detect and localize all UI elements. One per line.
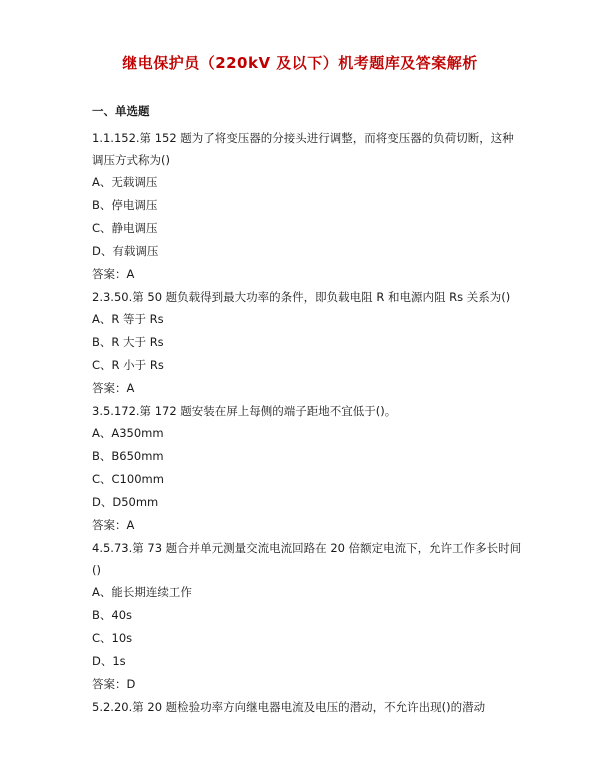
question-3 — [92, 400, 522, 537]
option: C、R 小于 Rs — [92, 358, 164, 372]
answer: 答案：A — [92, 267, 135, 281]
option: C、10s — [92, 631, 133, 645]
question-text: 4.5.73.第 73 题合并单元测量交流电流回路在 20 倍额定电流下，允许工作多长时间() — [92, 541, 522, 577]
option: B、R 大于 Rs — [92, 335, 164, 349]
option: D、D50mm — [92, 495, 159, 509]
option: B、40s — [92, 608, 133, 622]
question-5 — [92, 696, 522, 718]
option: A、R 等于 Rs — [92, 312, 164, 326]
question-text: 3.5.172.第 172 题安装在屏上每侧的端子距地不宜低于()。 — [92, 404, 397, 418]
option: A、A350mm — [92, 426, 164, 440]
option: C、静电调压 — [92, 221, 158, 235]
section-heading: 一、单选题 — [92, 104, 150, 118]
question-text: 2.3.50.第 50 题负载得到最大功率的条件，即负载电阻 R 和电源内阻 Rs 关系为() — [92, 290, 511, 304]
answer: 答案：A — [92, 381, 135, 395]
option: D、有载调压 — [92, 244, 159, 258]
question-2 — [92, 286, 522, 400]
question-text: 1.1.152.第 152 题为了将变压器的分接头进行调整，而将变压器的负荷切断，这种调压方式称为() — [92, 131, 514, 167]
answer: 答案：A — [92, 518, 135, 532]
option: D、1s — [92, 654, 126, 668]
answer: 答案：D — [92, 677, 136, 691]
question-1 — [92, 127, 522, 286]
option: B、停电调压 — [92, 198, 158, 212]
option: A、能长期连续工作 — [92, 585, 192, 599]
question-list — [92, 100, 522, 718]
option: B、B650mm — [92, 449, 164, 463]
question-text: 5.2.20.第 20 题检验功率方向继电器电流及电压的潜动，不允许出现()的潜动 — [92, 700, 486, 714]
document-title: 继电保护员（220kV 及以下）机考题库及答案解析 — [122, 54, 478, 72]
option: A、无载调压 — [92, 175, 158, 189]
question-4 — [92, 537, 522, 696]
option: C、C100mm — [92, 472, 164, 486]
